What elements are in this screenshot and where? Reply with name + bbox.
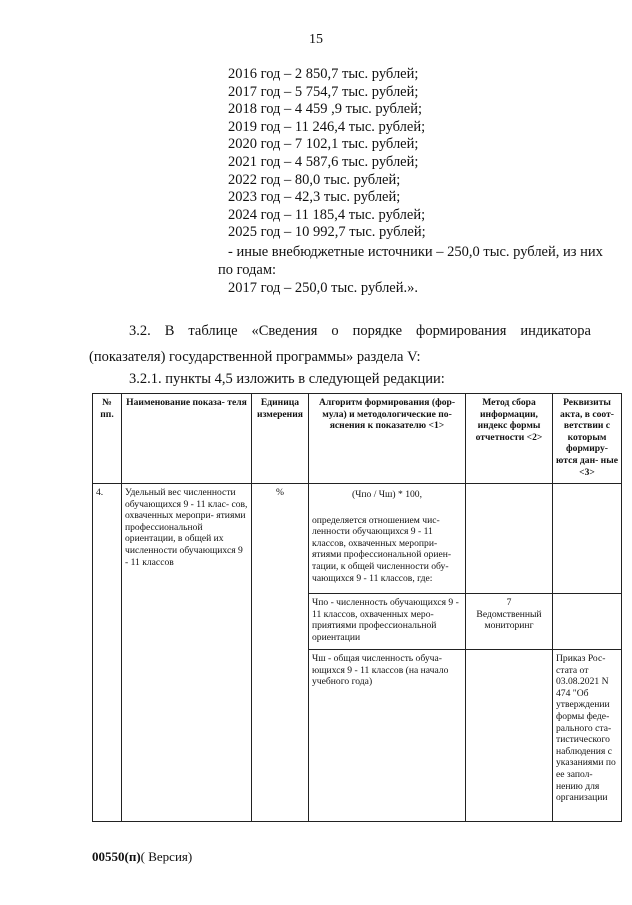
cell-chsh-method-empty xyxy=(466,650,553,822)
amount-line: 2024 год – 11 185,4 тыс. рублей; xyxy=(228,206,426,223)
cell-chsh: Чш - общая численность обуча- ющихся 9 - 11 классов (на начало учебного года) xyxy=(309,650,466,822)
amount-line: 2016 год – 2 850,7 тыс. рублей; xyxy=(228,66,419,82)
other-sources-paragraph: - иные внебюджетные источники – 250,0 тыс. рублей, из них по годам: xyxy=(218,244,603,278)
section-3-2-1-paragraph: 3.2.1. пункты 4,5 изложить в следующей редакции: xyxy=(129,371,445,387)
table-row xyxy=(93,484,622,594)
formula-explanation: определяется отношением чис- ленности обучающихся 9 - 11 классов, охваченных меропри- ятиями профессиональной ориен- тации, к общей численности обу- чающихся 9 - 11 классов, где: xyxy=(312,514,452,584)
header-act: Реквизиты акта, в соот- ветствии с которым формиру- ются дан- ные <3> xyxy=(553,394,622,484)
amount-line: 2018 год – 4 459 ,9 тыс. рублей; xyxy=(228,101,423,118)
formula-text: (Чпо / Чш) * 100, xyxy=(351,489,423,500)
cell-unit: % xyxy=(252,484,309,822)
cell-chsh-act: Приказ Рос- стата от 03.08.2021 N 474 "Об утверждении формы феде- рального ста- тистического наблюдения с указаниями по ее запол- нению для организации xyxy=(553,650,622,822)
footer-code: 00550(п) xyxy=(92,849,141,864)
cell-chpo: Чпо - численность обучающихся 9 - 11 классов, охваченных меро- приятиями профессиональной ориентации xyxy=(309,594,466,650)
table-header-row xyxy=(93,394,622,484)
section-3-2-paragraph: 3.2. В таблице «Сведения о порядке формирования индикатора (показателя) государственной программы» раздела V: xyxy=(89,323,591,365)
header-method: Метод сбора информации, индекс формы отчетности <2> xyxy=(466,394,553,484)
amount-line: 2023 год – 42,3 тыс. рублей; xyxy=(228,189,401,206)
amount-line: 2021 год – 4 587,6 тыс. рублей; xyxy=(228,153,419,170)
indicator-table xyxy=(92,393,622,822)
document-footer xyxy=(92,849,192,865)
cell-chpo-act-empty xyxy=(553,594,622,650)
page-number: 15 xyxy=(309,32,323,47)
header-number: № пп. xyxy=(93,394,122,484)
footer-version: ( Версия) xyxy=(140,849,193,864)
header-name: Наименование показа- теля xyxy=(122,394,252,484)
cell-number: 4. xyxy=(93,484,122,822)
cell-act-empty xyxy=(553,484,622,594)
method-index: 7 xyxy=(506,597,512,608)
yearly-amounts-list xyxy=(228,66,426,242)
cell-method-empty xyxy=(466,484,553,594)
amount-line: 2022 год – 80,0 тыс. рублей; xyxy=(228,171,401,188)
cell-chpo-method xyxy=(466,594,553,650)
amount-line: 2017 год – 5 754,7 тыс. рублей; xyxy=(228,83,419,100)
amount-line: 2019 год – 11 246,4 тыс. рублей; xyxy=(228,118,426,135)
amount-line: 2020 год – 7 102,1 тыс. рублей; xyxy=(228,136,419,153)
method-text: Ведомственный мониторинг xyxy=(476,608,542,632)
other-sources-year: 2017 год – 250,0 тыс. рублей.». xyxy=(228,280,419,296)
header-algorithm: Алгоритм формирования (фор- мула) и методологические по- яснения к показателю <1> xyxy=(309,394,466,484)
amount-line: 2025 год – 10 992,7 тыс. рублей; xyxy=(228,224,426,241)
cell-indicator-name: Удельный вес численности обучающихся 9 - 11 клас- сов, охваченных меропри- ятиями профессиональной ориентации, в общей их численности обучающихся 9 - 11 классов xyxy=(122,484,252,822)
header-unit: Единица измерения xyxy=(252,394,309,484)
cell-formula xyxy=(309,484,466,594)
